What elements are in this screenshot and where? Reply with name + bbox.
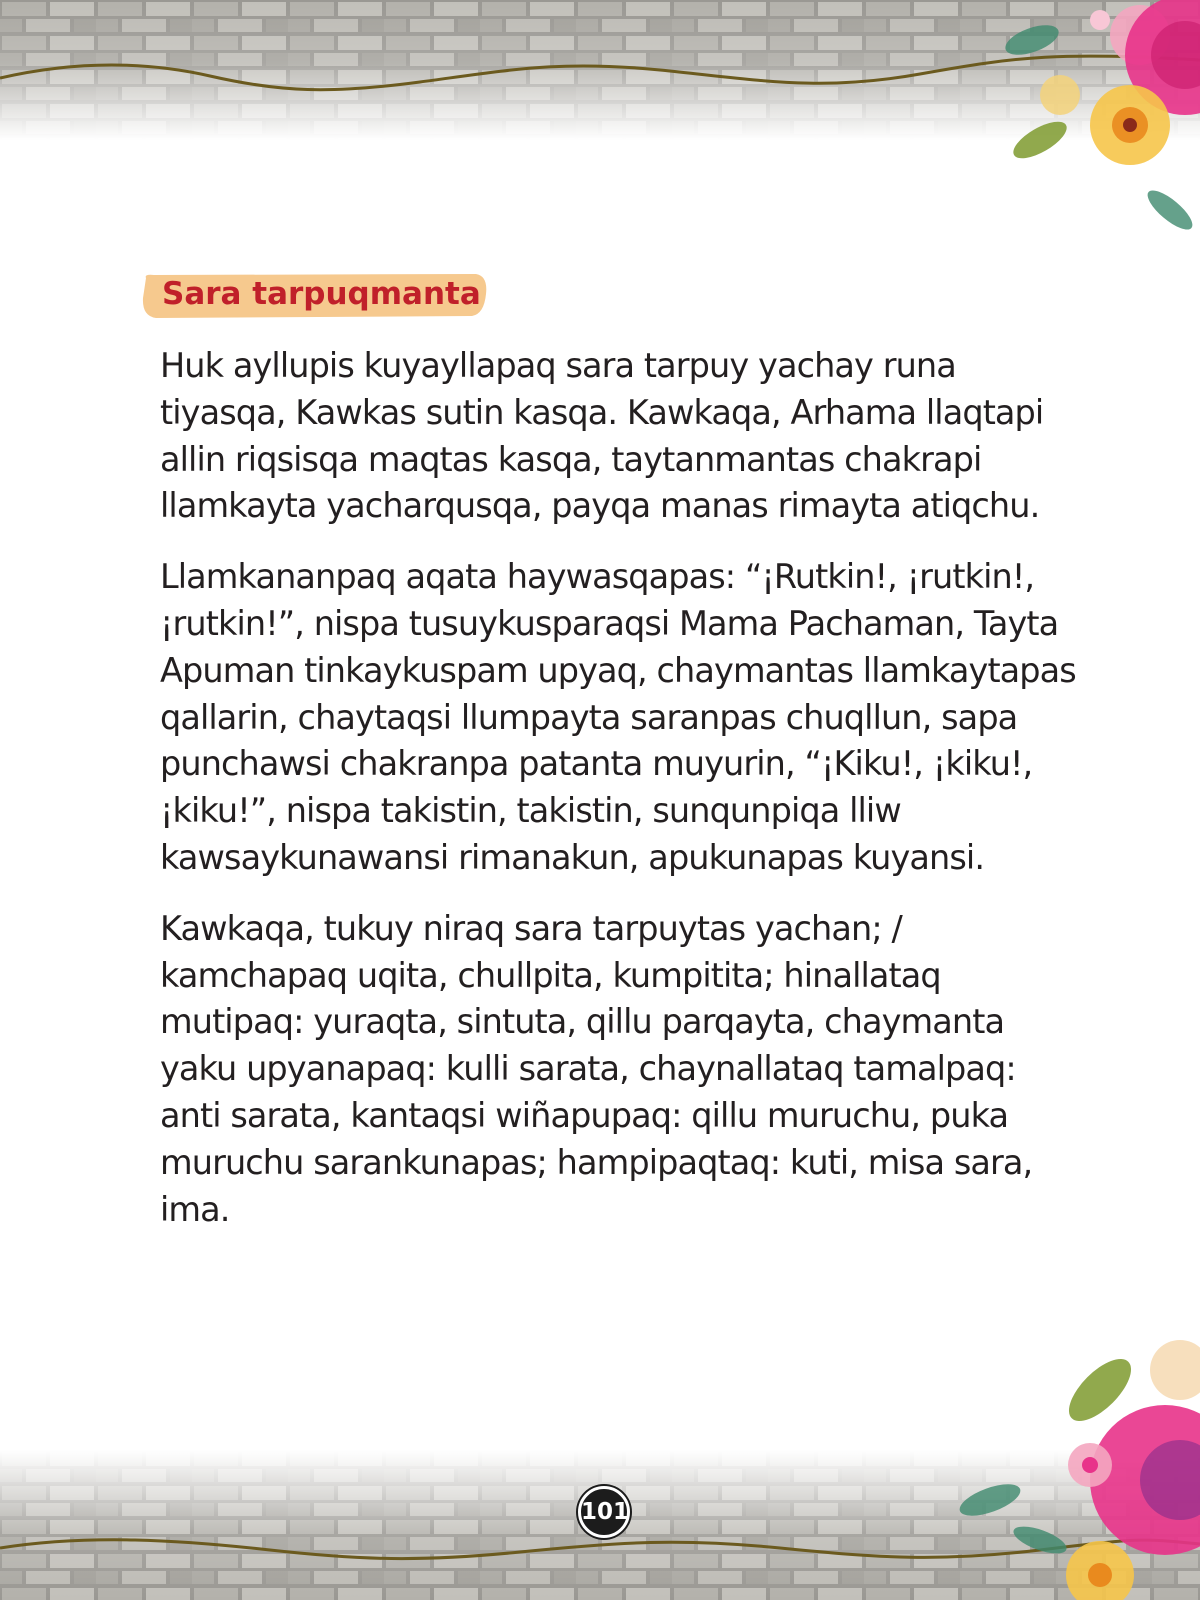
paragraph-1: Huk ayllupis kuyayllapaq sara tarpuy yachay runa tiyasqa, Kawkas sutin kasqa. Kawkaqa, Arhama llaqtapi allin riqsisqa maqtas kasqa, taytanmantas chakrapi llamkayta yacharqusqa, payqa manas rimayta atiqchu. [160,346,1044,526]
section-heading-text: Sara tarpuqmanta [162,276,481,312]
body-text [160,343,1080,1257]
watercolor-flowers-icon [950,1330,1200,1600]
section-heading [140,272,503,316]
paragraph-3: Kawkaqa, tukuy niraq sara tarpuytas yachan; / kamchapaq uqita, chullpita, kumpitita; hinallataq mutipaq: yuraqta, sintuta, qillu parqayta, chaymanta yaku upyanapaq: kulli sarata, chaynallataq tamalpaq: anti sarata, kantaqsi wiñapupaq: qillu muruchu, puka muruchu sarankunapas; hampipaqtaq: kuti, misa sara, ima. [160,908,1033,1229]
paragraph-2: Llamkananpaq aqata haywasqapas: “¡Rutkin!, ¡rutkin!, ¡rutkin!”, nispa tusuykusparaqsi Mama Pachaman, Tayta Apuman tinkaykuspam upyaq, chaymantas llamkaytapas qallarin, chaytaqsi llumpayta saranpas chuqllun, sapa punchawsi chakranpa patanta muyurin, “¡Kiku!, ¡kiku!, ¡kiku!”, nispa takistin, takistin, sunqunpiqa lliw kawsaykunawansi rimanakun, apukunapas kuyansi. [160,557,1076,877]
watercolor-flowers-icon [980,0,1200,250]
page-number-badge: 101 [578,1486,630,1538]
